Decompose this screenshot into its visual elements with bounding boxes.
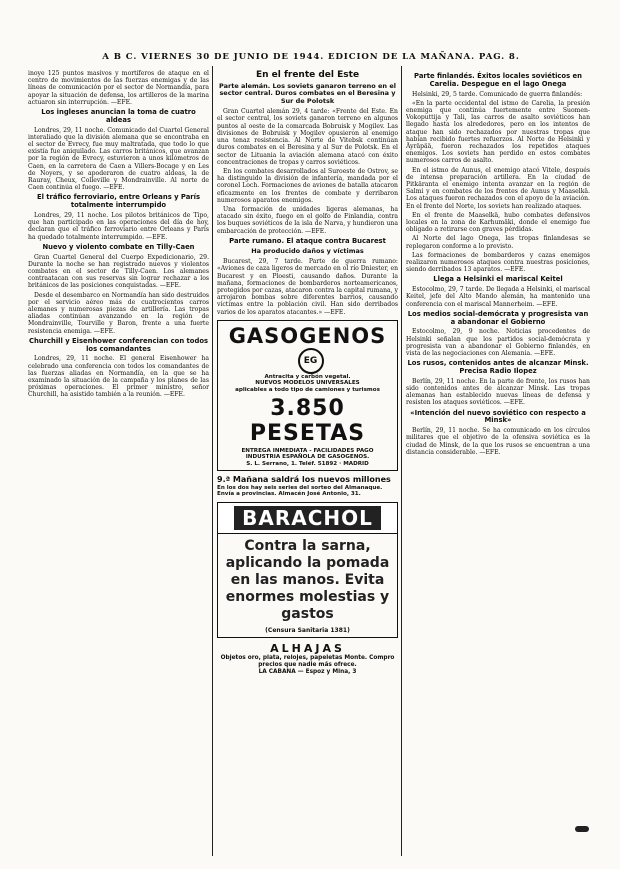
- article-text: Estocolmo, 29, 7 tarde. De llegada a Helsinki, el mariscal Keitel, jefe del Alto Mando alemán, ha mantenido una conferencia con el mariscal Mannerheim. —EFE.: [406, 286, 590, 308]
- article-text: Al Norte del lago Onega, las tropas finlandesas se replegaron conforme a lo previsto.: [406, 235, 590, 250]
- ad-line: NUEVOS MODELOS UNIVERSALES: [255, 380, 360, 387]
- article-headline: Los medios social-demócrata y progresista van a abandonar el Gobierno: [407, 309, 589, 326]
- section-headline: En el frente del Este: [255, 70, 360, 80]
- article-text: Las formaciones de bombarderos y cazas enemigos realizaron numerosos ataques contra nuestras posiciones, siendo derribados 13 aparatos. —EFE.: [406, 251, 590, 274]
- lottery-subtext: En los dos hay seis series del sorteo del Almanaque. Envía a provincias. Almacén José Antonio, 31.: [217, 484, 383, 498]
- ad-title: BARACHOL: [234, 506, 381, 530]
- article-text: En el istmo de Aunus, el enemigo atacó Vitele, después de intensa preparación artillera. En la ciudad de Pitkäranta el enemigo intenta avanzar en la región de Salmi y en combates de los frentes de Aunus y Maaselkä. Los ataques fueron rechazados con el apoyo de la aviación. En el frente del Norte, los soviets han realizado ataques.: [406, 166, 590, 210]
- ad-price: 3.850 PESETAS: [249, 395, 366, 446]
- page-masthead: A B C. VIERNES 30 DE JUNIO DE 1944. EDICION DE LA MAÑANA. PAG. 8.: [102, 52, 520, 62]
- article-subheadline: Parte alemán. Los soviets ganaron terreno en el sector central. Duros combates en el Beresina y Sur de Polotsk: [219, 81, 396, 105]
- article-text: Estocolmo, 29, 9 noche. Noticias procedentes de Helsinki señalan que los partidos social-demócrata y progresista van a abandonar el Gobierno finlandés, en vista de las negociaciones con Alemania. —EFE.: [406, 328, 590, 358]
- ad-title: GASOGENOS: [228, 323, 387, 348]
- article-text: Gran Cuartel General del Cuerpo Expedicionario, 29. Durante la noche se han registrado nuevos y violentos combates en el sector de Tilly-Caen. Los alemanes contraatacan con sus reservas sin lograr rechazar a los británicos de las posiciones conquistadas. —EFE.: [28, 253, 209, 290]
- ad-line: LA CABANA — Espoz y Mina, 3: [258, 668, 357, 675]
- article-text: Desde el desembarco en Normandía han sido destruidos por el servicio aéreo más de cuatrocientos carros alemanes y numerosas piezas de artillería. Las tropas aliadas continúan avanzando en la región de Mondrainville, Tourville y Baron, frente a una fuerte resistencia enemiga. —EFE.: [28, 291, 209, 335]
- article-subheadline: Ha producido daños y víctimas: [251, 246, 364, 255]
- lottery-title: 9.ª Mañana saldrá los nuevos millones: [217, 475, 391, 485]
- article-headline: «Intención del nuevo soviético con respecto a Minsk»: [410, 408, 586, 425]
- ad-line: Objetos oro, plata, relojes, papeletas Monte. Compro precios que nadie más ofrece.: [220, 655, 395, 668]
- article-text: Londres, 29, 11 noche. Los pilotos británicos de Tipo, que han participado en las operaciones del día de hoy, declaran que el tráfico ferroviario entre Orleans y París ha quedado totalmente interrumpido. —EFE.: [28, 212, 209, 241]
- ad-body: Contra la sarna, aplicando la pomada en las manos. Evita enormes molestias y gastos: [225, 538, 390, 622]
- column-rule-2: [401, 66, 402, 856]
- article-headline: Churchill y Eisenhower conferencian con todos los comandantes: [28, 336, 209, 353]
- article-text: Gran Cuartel alemán 29, 4 tarde: «Frente del Este. En el sector central, los soviets ganaron terreno en algunos puntos al oeste de la comarcada Bobruisk y Mogilev. Las divisiones de Bobruisk y Mogilev opusieron al enemigo una tenaz resistencia. Al Norte de Vitebsk continúan duros combates en el Beresina y al Sur de Polotsk. En el sector de Lituania la aviación alemana atacó con éxito concentraciones de tropas y carros soviéticos.: [217, 108, 398, 166]
- ad-line: S. L. Serrano, 1. Teléf. 51892 · MADRID: [246, 460, 369, 467]
- article-headline: Los ingleses anuncian la toma de cuatro aldeas: [41, 108, 196, 124]
- column-rule-1: [212, 66, 213, 856]
- column-3: [406, 70, 590, 458]
- article-headline: El tráfico ferroviario, entre Orleans y París totalmente interrumpido: [36, 193, 201, 210]
- barachol-advertisement: [217, 502, 398, 638]
- article-headline: Los rusos, contenidos antes de alcanzar Minsk. Precisa Radio Ilopez: [407, 359, 589, 376]
- ad-line: INDUSTRIA ESPAÑOLA DE GASOGENOS.: [245, 454, 370, 461]
- ad-title: ALHAJAS: [270, 642, 345, 655]
- gasogenos-advertisement: [217, 320, 398, 472]
- article-headline: Parte finlandés. Éxitos locales soviéticos en Carelia. Despegue en el lago Onega: [414, 72, 582, 88]
- article-text: Berlín, 29, 11 noche. Se ha comunicado en los círculos militares que el objetivo de la ofensiva soviética es la ciudad de Minsk, de la que los rusos se encuentran a una distancia considerable. —EFE.: [406, 427, 590, 456]
- ad-note: (Censura Sanitaria 1381): [265, 627, 350, 634]
- ad-line: ENTREGA INMEDIATA - FACILIDADES PAGO: [241, 447, 374, 454]
- article-headline: Nuevo y violento combate en Tilly-Caen: [42, 242, 195, 251]
- article-headline: Parte rumano. El ataque contra Bucarest: [229, 236, 386, 245]
- article-text: En los combates desarrollados al Suroeste de Ostrov, se ha distinguido la división de infantería, mandada por el coronel Loch. Formaciones de aviones de batalla atacaron eficazmente en los frentes de combate y derribaron numerosos aparatos enemigos.: [217, 167, 398, 204]
- alhajas-advertisement: [217, 642, 398, 675]
- article-text: Londres, 29, 11 noche. El general Eisenhower ha celebrado una conferencia con todos los comandantes de las fuerzas aliadas en Normandía, en la que se ha examinado la situación de la campaña y los planes de las próximas operaciones. El primer ministro, señor Churchill, ha asistido también a la reunión. —EFE.: [28, 355, 209, 399]
- lottery-notice: [217, 475, 398, 498]
- article-text: inoye 125 puntos masivos y mortíferos de ataque en el centro de movimientos de las fuerzas enemigas y de las líneas de comunicación por el sector de Normandía, para apoyar la situación de defensa, los artilleros de la marina actuaron sin interrupción. —EFE.: [28, 70, 209, 106]
- ad-line: aplicables a todo tipo de camiones y turismos: [235, 386, 380, 393]
- article-text: Berlín, 29, 11 noche. En la parte de frente, los rusos han sido contenidos antes de alcanzar Minsk. Las tropas alemanas han establecido nuevas líneas de defensa y resisten los ataques soviéticos. —EFE.: [406, 377, 590, 407]
- article-text: Helsinki, 29, 5 tarde. Comunicado de guerra finlandés:: [412, 90, 583, 98]
- article-text: Bucarest, 29, 7 tarde. Parte de guerra rumano: «Aviones de caza ligeros de mercado en ol río Dniester, en Bucarest y en Ploesti, causando daños. Durante la mañana, formaciones de bombarderos norteamericanos, protegidos por cazas, atacaron contra la capital rumana, y arrojaron bombas sobre diferentes barrios, causando víctimas entre la población civil. Han sido derribados varios de los aparatos atacantes.» —EFE.: [217, 258, 398, 316]
- column-2: [217, 70, 398, 675]
- column-1: [28, 70, 209, 401]
- article-text: Londres, 29, 11 noche. Comunicado del Cuartel General interaliado que la división alemana que se encontraba en el sector de Evrecy, fue muy maltratada, que todo lo que existía fue aniquilado. Las carros británicos, que avanzan por la región de Evrecy, estuvieron a unos kilómetros de Caen, en la carretera de Caen a Villers-Bocage y en Les de Noyers, y se apoderaron de cuatro aldeas, la de Rauray, Cheux, Colleville y Mondrainville. Al norte de Caen continúa el fuego. —EFE.: [28, 126, 209, 192]
- article-text: En el frente de Maaselkä, hubo combates defensivos locales en la zona de Karhumäki, donde el enemigo fue obligado a retirarse con graves pérdidas.: [406, 211, 590, 234]
- article-text: «En la parte occidental del istmo de Carelia, la presión enemiga que continúa fuertemente entre Suomen-Vokoputtija y Tali, las carros de asalto soviéticos han llegado hasta los alrededores, pero en los intentos de ataque han sido rechazados por nuestras tropas que habían recibido fuertes refuerzos. Al Norte de Helsinki y Äyräpää, fueron rechazados los repetidos ataques enemigos. Los soviets han perdido en estos combates numerosos carros de asalto.: [406, 99, 590, 165]
- article-headline: Llega a Helsinki el mariscal Keitel: [433, 275, 563, 284]
- eg-logo-icon: EG: [298, 348, 324, 374]
- ink-mark: [575, 826, 589, 832]
- ad-line: Antracita y carbón vegetal.: [264, 373, 351, 380]
- article-text: Una formación de unidades ligeras alemanas, ha atacado sin éxito, fuego en el golfo de Finlandia, contra los buques soviéticos de la isla de Narva, y hundieron una embarcación de protección. —EFE.: [217, 205, 398, 235]
